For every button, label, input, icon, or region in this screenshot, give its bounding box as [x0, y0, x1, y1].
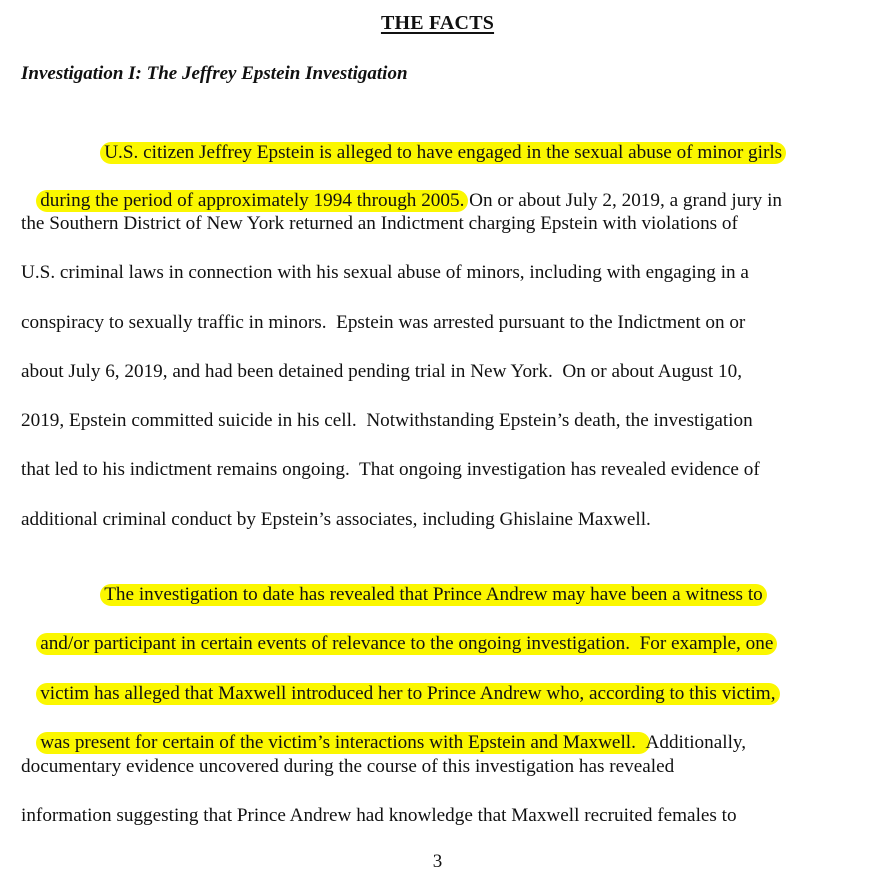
paragraph-2-line-6: information suggesting that Prince Andrew had knowledge that Maxwell recruited females to [21, 805, 737, 826]
body-text: On or about July 2, 2019, a grand jury in [464, 190, 782, 211]
section-heading-text: THE FACTS [380, 12, 495, 34]
highlighted-text: victim has alleged that Maxwell introduced her to Prince Andrew who, according to this victim, [36, 683, 779, 705]
paragraph-1-line-9: additional criminal conduct by Epstein’s associates, including Ghislaine Maxwell. [21, 509, 651, 530]
section-heading [0, 12, 875, 35]
highlighted-text: The investigation to date has revealed that Prince Andrew may have been a witness to [100, 584, 767, 606]
paragraph-1-line-3: the Southern District of New York returned an Indictment charging Epstein with violations of [21, 213, 738, 234]
highlighted-text: and/or participant in certain events of relevance to the ongoing investigation. For example, one [36, 633, 777, 655]
paragraph-1-line-7: 2019, Epstein committed suicide in his cell. Notwithstanding Epstein’s death, the investigation [21, 410, 753, 431]
investigation-subheading: Investigation I: The Jeffrey Epstein Investigation [21, 63, 408, 84]
page-number: 3 [432, 851, 443, 872]
highlighted-text: was present for certain of the victim’s interactions with Epstein and Maxwell. [36, 732, 649, 754]
paragraph-2-line-5: documentary evidence uncovered during the course of this investigation has revealed [21, 756, 675, 777]
body-text: Additionally, [645, 732, 747, 753]
highlighted-text: U.S. citizen Jeffrey Epstein is alleged to have engaged in the sexual abuse of minor girls [100, 142, 786, 164]
paragraph-1-line-4: U.S. criminal laws in connection with his sexual abuse of minors, including with engaging in a [21, 262, 749, 283]
paragraph-1-line-6: about July 6, 2019, and had been detained pending trial in New York. On or about August 10, [21, 361, 743, 382]
paragraph-1-line-5: conspiracy to sexually traffic in minors. Epstein was arrested pursuant to the Indictment on or [21, 312, 746, 333]
highlighted-text: during the period of approximately 1994 through 2005. [36, 190, 468, 212]
paragraph-1-line-8: that led to his indictment remains ongoing. That ongoing investigation has revealed evidence of [21, 459, 760, 480]
